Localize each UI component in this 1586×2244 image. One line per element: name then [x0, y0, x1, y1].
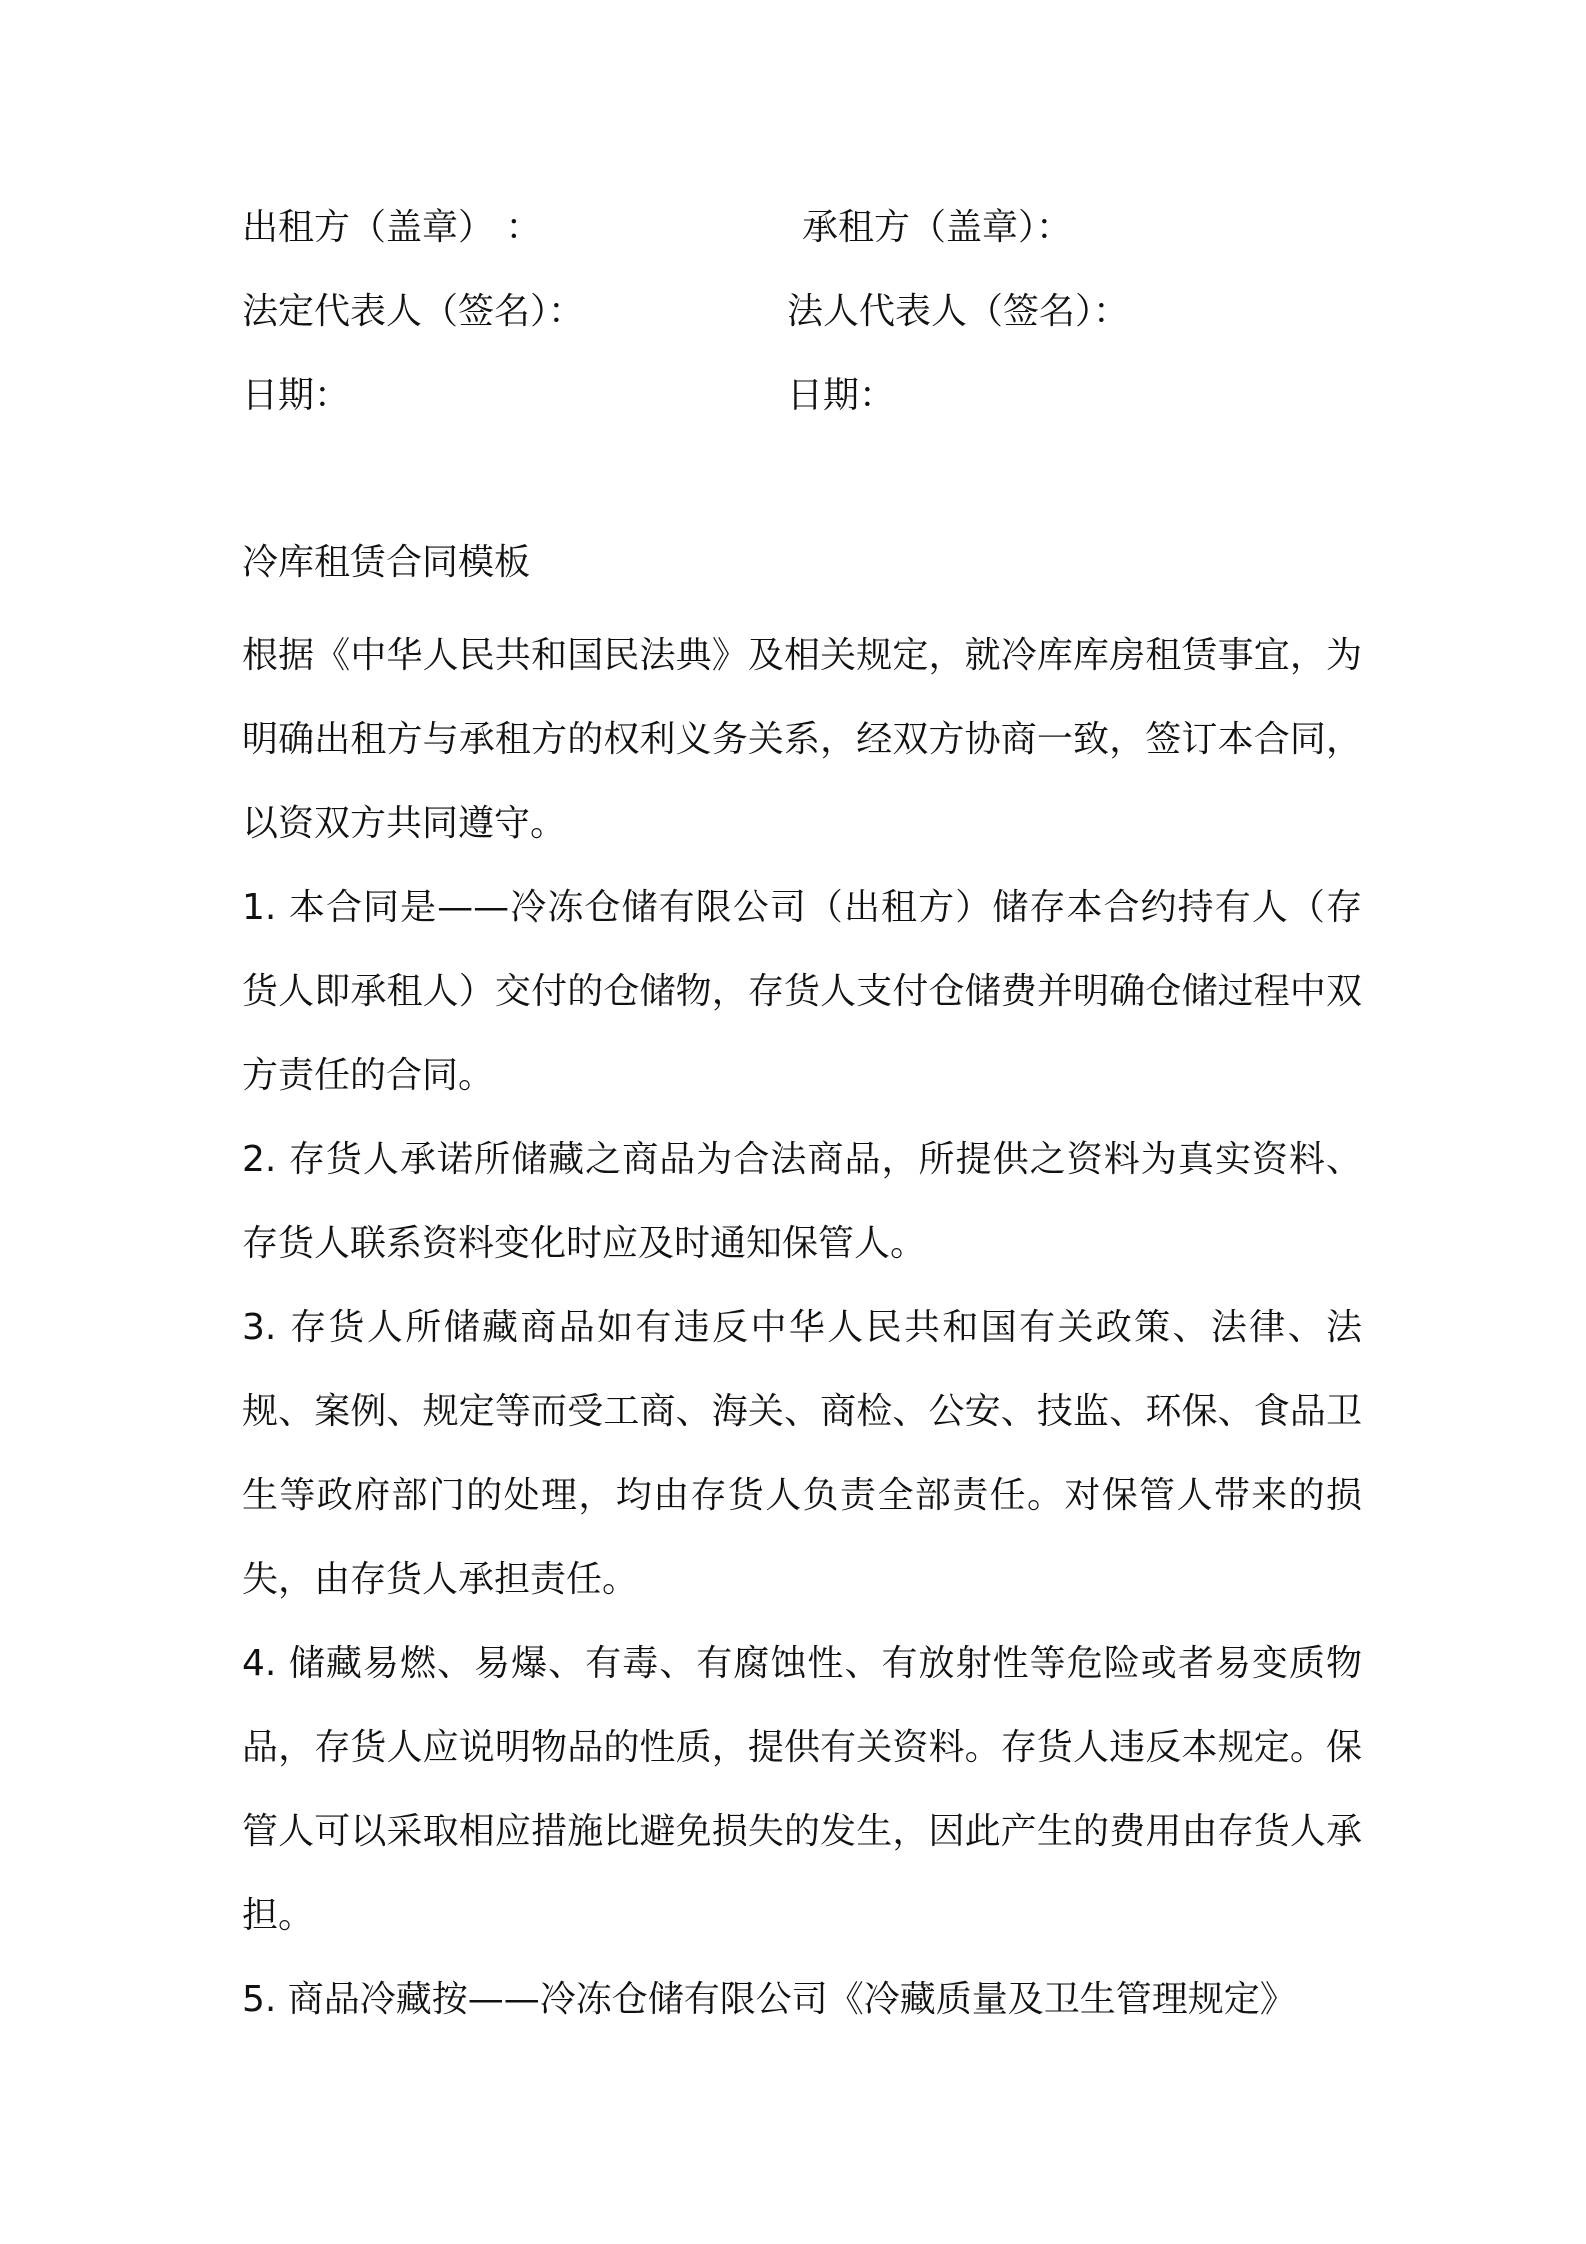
clause-4-paragraph: 4. 储藏易燃、易爆、有毒、有腐蚀性、有放射性等危险或者易变质物品，存货人应说明物品的性质，提供有关资料。存货人违反本规定。保管人可以采取相应措施比避免损失的发生，因此产生的费用由存货人承担。: [242, 1643, 1362, 1936]
signature-row-representative: [242, 284, 1372, 340]
clause-1-paragraph: 1. 本合同是——冷冻仓储有限公司（出租方）储存本合约持有人（存货人即承租人）交付的仓储物，存货人支付仓储费并明确仓储过程中双方责任的合同。: [242, 887, 1362, 1096]
signature-row-date: [242, 368, 1372, 424]
lessee-date-label: 日期：: [787, 375, 896, 416]
lessor-representative-label: 法定代表人（签名）：: [242, 291, 585, 332]
lessee-seal-label: 承租方（盖章）：: [802, 207, 1073, 248]
signature-row-seal: [242, 200, 1372, 256]
lessor-seal-label: 出租方（盖章） ：: [242, 207, 542, 248]
lessee-representative-label: 法人代表人（签名）：: [787, 291, 1130, 332]
clause-2-paragraph: 2. 存货人承诺所储藏之商品为合法商品，所提供之资料为真实资料、存货人联系资料变化时应及时通知保管人。: [242, 1139, 1362, 1264]
clause-3-paragraph: 3. 存货人所储藏商品如有违反中华人民共和国有关政策、法律、法规、案例、规定等而受工商、海关、商检、公安、技监、环保、食品卫生等政府部门的处理，均由存货人负责全部责任。对保管人带来的损失，由存货人承担责任。: [242, 1307, 1362, 1600]
clause-5-paragraph: 5. 商品冷藏按——冷冻仓储有限公司《冷藏质量及卫生管理规定》: [242, 1979, 1296, 2020]
preamble-paragraph: 根据《中华人民共和国民法典》及相关规定，就冷库库房租赁事宜，为明确出租方与承租方的权利义务关系，经双方协商一致，签订本合同，以资双方共同遵守。: [242, 635, 1362, 844]
document-title: 冷库租赁合同模板: [242, 542, 531, 583]
document-body: [242, 614, 1362, 2042]
lessor-date-label: 日期：: [242, 375, 351, 416]
